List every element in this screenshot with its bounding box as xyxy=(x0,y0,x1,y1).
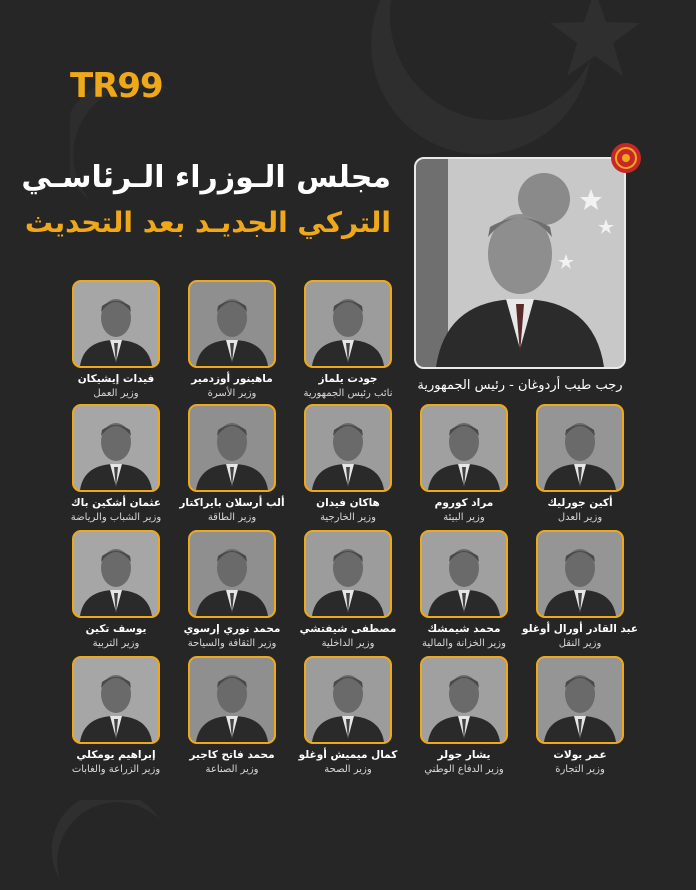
minister-photo xyxy=(304,530,392,618)
minister-role: وزير الأسرة xyxy=(207,388,257,399)
minister-role: وزير التربية xyxy=(92,638,140,649)
minister-name: محمد نوري إرسوي xyxy=(183,623,281,635)
minister-photo xyxy=(420,530,508,618)
minister-photo xyxy=(536,656,624,744)
minister-name: هاكان فيدان xyxy=(316,497,380,509)
minister-photo xyxy=(188,656,276,744)
minister-photo xyxy=(304,280,392,368)
minister-name: محمد فاتح كاجير xyxy=(189,749,275,761)
minister-name: يشار جولر xyxy=(437,749,491,761)
minister-name: أكين جورليك xyxy=(547,497,613,509)
background-star-top xyxy=(540,0,650,80)
minister-role: وزير الزراعة والغابات xyxy=(71,764,161,775)
minister-role: وزير الخارجية xyxy=(320,512,376,523)
minister-photo xyxy=(72,280,160,368)
minister-name: فيدات إيشيكان xyxy=(77,373,155,385)
minister-role: وزير العمل xyxy=(93,388,139,399)
minister-name: محمد شيمشك xyxy=(427,623,501,635)
minister-photo xyxy=(188,280,276,368)
minister-name: مراد كوروم xyxy=(434,497,494,509)
minister-photo xyxy=(420,656,508,744)
minister-role: وزير البيئة xyxy=(443,512,485,523)
minister-photo xyxy=(536,530,624,618)
minister-name: عبد القادر أورال أوغلو xyxy=(521,623,638,635)
minister-name: ألب أرسلان بايراكتار xyxy=(179,497,285,509)
minister-photo xyxy=(72,530,160,618)
minister-name: جودت يلماز xyxy=(318,373,378,385)
minister-photo xyxy=(188,404,276,492)
minister-name: ماهينور أوزدمير xyxy=(191,373,273,385)
minister-role: وزير العدل xyxy=(557,512,603,523)
background-crescent-bottom xyxy=(40,800,180,890)
minister-name: مصطفى شيفتشي xyxy=(299,623,397,635)
minister-photo xyxy=(420,404,508,492)
minister-photo xyxy=(72,404,160,492)
minister-role: نائب رئيس الجمهورية xyxy=(303,388,393,399)
minister-photo xyxy=(72,656,160,744)
minister-role: وزير النقل xyxy=(558,638,602,649)
minister-name: عثمان أشكين باك xyxy=(71,497,161,509)
minister-photo xyxy=(304,404,392,492)
minister-photo xyxy=(188,530,276,618)
page-subtitle: التركي الجديـد بعد التحديث xyxy=(24,206,391,239)
page-title: مجلس الـوزراء الـرئاسـي xyxy=(21,160,391,195)
minister-role: وزير التجارة xyxy=(555,764,605,775)
minister-photo xyxy=(536,404,624,492)
presidential-seal-icon xyxy=(610,142,642,174)
minister-role: وزير الطاقة xyxy=(207,512,257,523)
minister-role: وزير الصناعة xyxy=(205,764,259,775)
minister-role: وزير الصحة xyxy=(324,764,372,775)
minister-role: وزير الداخلية xyxy=(321,638,375,649)
brand-logo: TR99 xyxy=(70,66,163,106)
minister-name: عمر بولات xyxy=(553,749,607,761)
minister-photo xyxy=(304,656,392,744)
minister-name: إبراهيم يومكلي xyxy=(76,749,156,761)
president-photo xyxy=(414,157,626,369)
minister-role: وزير الخزانة والمالية xyxy=(422,638,506,649)
president-caption: رجب طيب أردوغان - رئيس الجمهورية xyxy=(417,378,623,393)
minister-name: يوسف تكين xyxy=(85,623,147,635)
minister-role: وزير الشباب والرياضة xyxy=(70,512,162,523)
minister-name: كمال ميميش أوغلو xyxy=(298,749,398,761)
minister-role: وزير الدفاع الوطني xyxy=(424,764,504,775)
minister-role: وزير الثقافة والسياحة xyxy=(187,638,277,649)
